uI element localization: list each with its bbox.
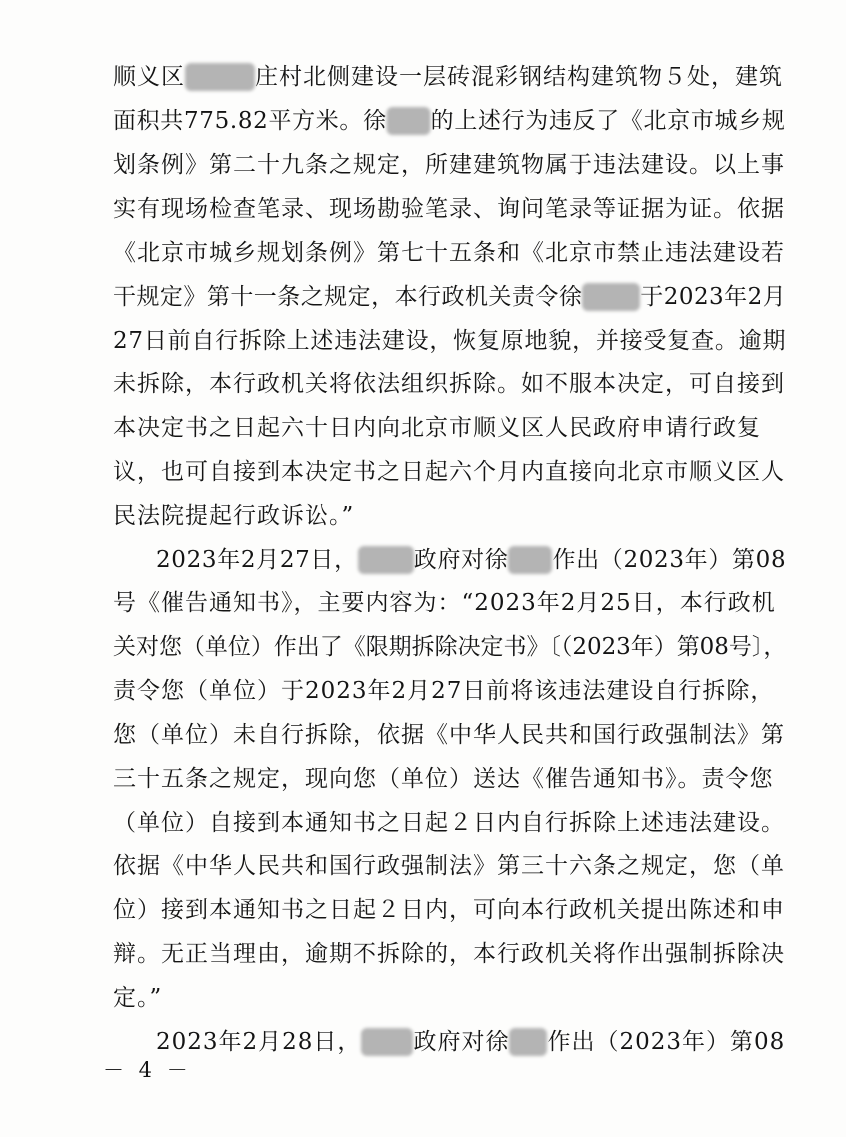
redaction-blur	[509, 1028, 547, 1056]
text-line	[113, 851, 785, 881]
redaction-blur	[582, 283, 640, 311]
text-line	[113, 106, 786, 136]
text-run: 2023年2月28日，	[156, 1029, 362, 1055]
text-run: 2023年2月27日，	[156, 547, 358, 573]
text-line	[113, 238, 785, 268]
text-run: 号《催告通知书》，主要内容为：“2023年2月25日，本行政机	[113, 590, 776, 616]
redaction-blur	[508, 546, 552, 574]
text-run: 的上述行为违反了《北京市城乡规	[430, 108, 786, 134]
text-run: 顺义区	[113, 64, 185, 90]
text-line	[113, 939, 785, 969]
text-run: 定。”	[113, 985, 163, 1011]
redaction-blur	[361, 1028, 413, 1056]
text-line	[113, 369, 785, 399]
page-number: － 4 －	[103, 1058, 192, 1082]
text-run: （单位）自接到本通知书之日起２日内自行拆除上述违法建设。	[113, 810, 785, 836]
text-run: 位）接到本通知书之日起２日内，可向本行政机关提出陈述和申	[113, 897, 785, 923]
redaction-blur	[358, 546, 414, 574]
text-run: 关对您（单位）作出了《限期拆除决定书》〔（2023年）第08号〕，	[113, 634, 787, 660]
text-line	[156, 1027, 785, 1057]
text-line	[113, 326, 786, 356]
text-line	[113, 588, 776, 618]
text-run: 议，也可自接到本决定书之日起六个月内直接向北京市顺义区人	[113, 459, 785, 485]
text-line	[113, 150, 785, 180]
text-run: 您（单位）未自行拆除，依据《中华人民共和国行政强制法》第	[113, 722, 785, 748]
text-line	[113, 457, 785, 487]
text-line	[113, 764, 774, 794]
text-line	[113, 194, 785, 224]
text-run: 27日前自行拆除上述违法建设，恢复原地貌，并接受复查。逾期	[113, 328, 787, 354]
text-run: 未拆除，本行政机关将依法组织拆除。如不服本决定，可自接到	[113, 371, 785, 397]
text-line	[113, 632, 786, 662]
text-run: 于2023年2月	[640, 284, 787, 310]
text-line	[113, 720, 785, 750]
text-run: 干规定》第十一条之规定，本行政机关责令徐	[113, 284, 583, 310]
text-line	[113, 62, 783, 92]
redaction-blur	[387, 107, 431, 135]
text-run: 依据《中华人民共和国行政强制法》第三十六条之规定，您（单	[113, 853, 785, 879]
text-run: 作出（2023年）第08	[547, 1029, 786, 1055]
text-line	[156, 545, 786, 575]
text-line	[113, 282, 786, 312]
text-run: 面积共775.82平方米。徐	[113, 108, 387, 134]
text-line	[113, 895, 785, 925]
text-line	[113, 676, 774, 706]
text-run: 庄村北侧建设一层砖混彩钢结构建筑物５处，建筑	[255, 64, 783, 90]
text-run: 民法院提起行政诉讼。”	[113, 503, 355, 529]
text-run: 本决定书之日起六十日内向北京市顺义区人民政府申请行政复	[113, 415, 761, 441]
text-run: 政府对徐	[413, 1029, 510, 1055]
text-run: 划条例》第二十九条之规定，所建建筑物属于违法建设。以上事	[113, 152, 785, 178]
text-line	[113, 808, 785, 838]
redaction-blur	[185, 63, 255, 91]
text-line	[113, 413, 761, 443]
text-run: 政府对徐	[413, 547, 509, 573]
text-run: 《北京市城乡规划条例》第七十五条和《北京市禁止违法建设若	[113, 240, 785, 266]
text-run: 三十五条之规定，现向您（单位）送达《催告通知书》。责令您	[113, 766, 774, 792]
text-run: 辩。无正当理由，逾期不拆除的，本行政机关将作出强制拆除决	[113, 941, 785, 967]
text-line	[113, 501, 354, 531]
text-run: 责令您（单位）于2023年2月27日前将该违法建设自行拆除，	[113, 678, 775, 704]
text-line	[113, 983, 162, 1013]
text-run: 作出（2023年）第08	[552, 547, 787, 573]
text-run: 实有现场检查笔录、现场勘验笔录、询问笔录等证据为证。依据	[113, 196, 785, 222]
